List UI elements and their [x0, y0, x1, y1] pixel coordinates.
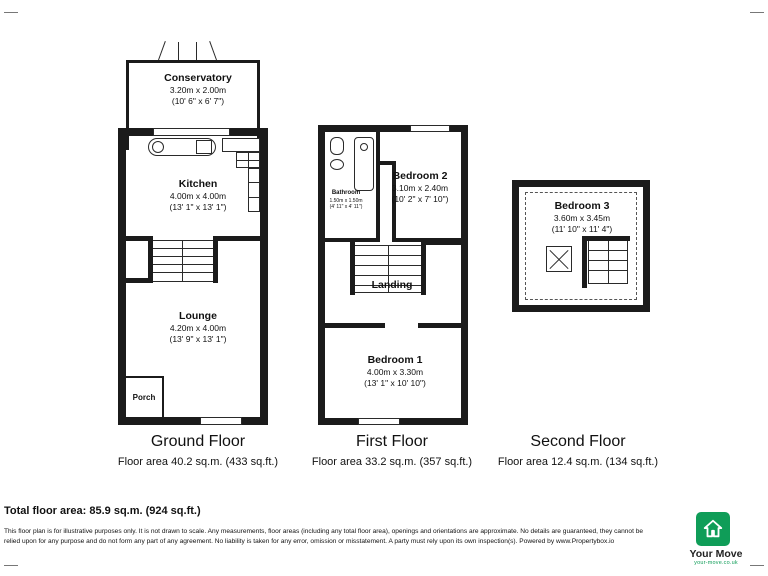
roof-line-3	[196, 42, 197, 60]
room-label-bathroom: Bathroom 1.50m x 1.50m (4' 11" x 4' 11")	[329, 190, 363, 210]
sink-icon	[152, 141, 164, 153]
roof-line-2	[178, 42, 179, 60]
total-floor-area: Total floor area: 85.9 sq.m. (924 sq.ft.)	[4, 505, 201, 517]
wc-icon	[330, 137, 344, 155]
stair-step	[588, 260, 628, 261]
crop-mark-bottom-left	[4, 565, 18, 566]
room-label-kitchen: Kitchen 4.00m x 4.00m (13' 1" x 13' 1")	[169, 178, 227, 212]
stair-step	[148, 272, 216, 273]
ground-floor-title: Ground Floor	[150, 433, 246, 450]
ground-wall-right	[260, 128, 268, 425]
first-wall-left	[318, 125, 325, 425]
bed1-window-icon	[358, 418, 400, 425]
stair-step	[148, 248, 216, 249]
conservatory-wall-left	[126, 60, 129, 150]
house-logo-icon	[696, 512, 730, 546]
room-label-bedroom-2: Bedroom 2 3.10m x 2.40m (10' 2" x 7' 10")	[391, 170, 449, 204]
second-stair-wall-top	[582, 236, 630, 241]
worktop-icon	[222, 138, 260, 152]
stair-wall-r-top	[421, 240, 461, 245]
room-label-bedroom-3: Bedroom 3 3.60m x 3.45m (11' 10" x 11' 4")	[551, 200, 613, 234]
stair-wall-vert	[148, 236, 153, 283]
ground-wall-bottom	[118, 417, 268, 425]
ground-wall-left	[118, 128, 126, 425]
appliance-line-2	[248, 152, 249, 168]
stair-step	[148, 264, 216, 265]
second-wall-top	[512, 180, 650, 187]
bed1-wall-top-right	[418, 323, 461, 328]
porch-wall-top	[118, 376, 164, 378]
stair-step	[148, 256, 216, 257]
stair-wall-left	[118, 236, 152, 241]
stair-step	[354, 255, 422, 256]
brand-url: your-move.co.uk	[694, 560, 738, 566]
roof-line-1	[158, 41, 166, 60]
room-label-conservatory: Conservatory 3.20m x 2.00m (10' 6" x 6' 7")	[164, 72, 232, 106]
first-floor-title: First Floor	[356, 433, 428, 450]
kitchen-rear-opening	[153, 128, 230, 136]
second-stair-wall	[582, 236, 587, 288]
disclaimer-text: This floor plan is for illustrative purposes only. It is not drawn to scale. Any measurements, floor areas (including any total floor area), openings and orientations are approximate. No details are guaranteed, they cannot be relied upon for any purpose and do not form any part of any agreement. No liability is taken for any error, omission or misstatement. A party must rely upon its own inspection(s). Powered by www.Propertybox.io	[4, 528, 644, 545]
crop-mark-top-right	[750, 12, 764, 13]
second-wall-bottom	[512, 305, 650, 312]
hob-icon	[196, 140, 212, 154]
second-floor-area: Floor area 12.4 sq.m. (134 sq.ft.)	[497, 456, 659, 468]
stair-step	[354, 265, 422, 266]
ground-wall-top-right	[230, 128, 268, 136]
room-label-porch: Porch	[132, 393, 156, 402]
crop-mark-top-left	[4, 12, 18, 13]
room-label-bedroom-1: Bedroom 1 4.00m x 3.30m (13' 1" x 10' 10")	[364, 354, 426, 388]
roof-line-4	[209, 41, 217, 60]
stair-step	[354, 275, 422, 276]
conservatory-wall-top	[126, 60, 260, 63]
room-label-landing: Landing	[371, 279, 413, 291]
bed2-window-icon	[410, 125, 450, 132]
stair-step	[588, 250, 628, 251]
front-window-icon	[200, 417, 242, 425]
first-floor-area: Floor area 33.2 sq.m. (357 sq.ft.)	[311, 456, 473, 468]
ground-floor-area: Floor area 40.2 sq.m. (433 sq.ft.)	[117, 456, 279, 468]
brand-name: Your Move	[689, 548, 743, 560]
stair-wall-left-lower	[118, 278, 152, 283]
room-label-lounge: Lounge 4.20m x 4.00m (13' 9" x 13' 1")	[169, 310, 227, 344]
kitchen-lounge-divider	[216, 236, 268, 241]
stair-center-line	[608, 240, 609, 284]
bath-tap-icon	[360, 143, 368, 151]
brand-logo	[668, 512, 764, 564]
stair-wall-vert-right	[213, 236, 218, 283]
bed1-wall-top-left	[325, 323, 385, 328]
stair-center-line	[182, 240, 183, 282]
stair-step	[588, 270, 628, 271]
second-floor-title: Second Floor	[530, 433, 626, 450]
basin-icon	[330, 159, 344, 170]
ground-wall-top-left	[118, 128, 148, 136]
